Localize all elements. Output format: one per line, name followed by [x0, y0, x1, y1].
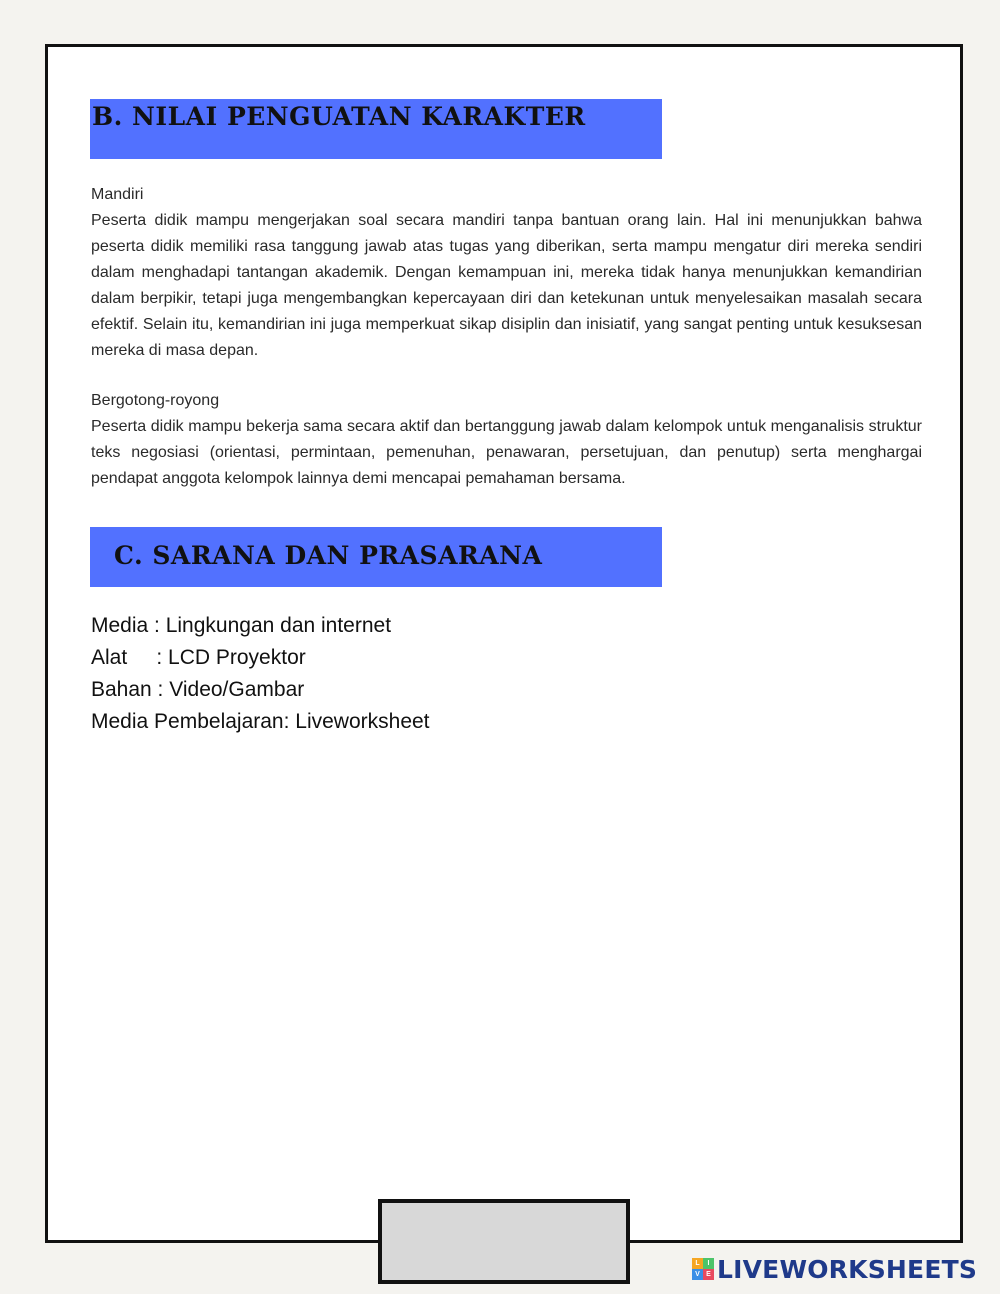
logo-letter: I [703, 1258, 714, 1269]
sarana-list [91, 610, 691, 738]
paragraph-bergotong-royong [91, 388, 922, 492]
sarana-item-bahan: Bahan : Video/Gambar [91, 678, 305, 701]
section-c-title: C. SARANA DAN PRASARANA [114, 541, 543, 570]
paragraph-heading: Bergotong-royong [91, 392, 220, 409]
brand-name: LIVEWORKSHEETS [717, 1254, 978, 1284]
sarana-item-alat: Alat : LCD Proyektor [91, 646, 306, 669]
sarana-item-media: Media : Lingkungan dan internet [91, 614, 392, 637]
liveworksheets-brand [692, 1254, 977, 1284]
logo-letter: L [692, 1258, 703, 1269]
logo-letter: E [703, 1269, 714, 1280]
paragraph-heading: Mandiri [91, 186, 144, 203]
section-b-title: B. NILAI PENGUATAN KARAKTER [92, 102, 586, 131]
section-b-banner [90, 99, 662, 159]
paragraph-body: Peserta didik mampu mengerjakan soal secara mandiri tanpa bantuan orang lain. Hal ini menunjukkan bahwa peserta didik memiliki rasa tanggung jawab atas tugas yang diberikan, serta mampu mengatur diri mereka sendiri dalam menghadapi tantangan akademik. Dengan kemampuan ini, mereka tidak hanya menunjukkan kemandirian dalam berpikir, tetapi juga mengembangkan kepercayaan diri dan ketekunan untuk menyelesaikan masalah secara efektif. Selain itu, kemandirian ini juga memperkuat sikap disiplin dan inisiatif, yang sangat penting untuk kesuksesan mereka di masa depan. [91, 212, 922, 359]
paragraph-mandiri [91, 182, 922, 364]
paragraph-body: Peserta didik mampu bekerja sama secara aktif dan bertanggung jawab dalam kelompok untuk menganalisis struktur teks negosiasi (orientasi, permintaan, pemenuhan, penawaran, persetujuan, dan penutup) serta menghargai pendapat anggota kelompok lainnya demi mencapai pemahaman bersama. [91, 418, 922, 487]
section-c-banner [90, 527, 662, 587]
sarana-item-media-pembelajaran: Media Pembelajaran: Liveworksheet [91, 710, 430, 733]
answer-box[interactable] [378, 1199, 630, 1284]
logo-letter: V [692, 1269, 703, 1280]
liveworksheets-logo-icon [692, 1258, 714, 1280]
